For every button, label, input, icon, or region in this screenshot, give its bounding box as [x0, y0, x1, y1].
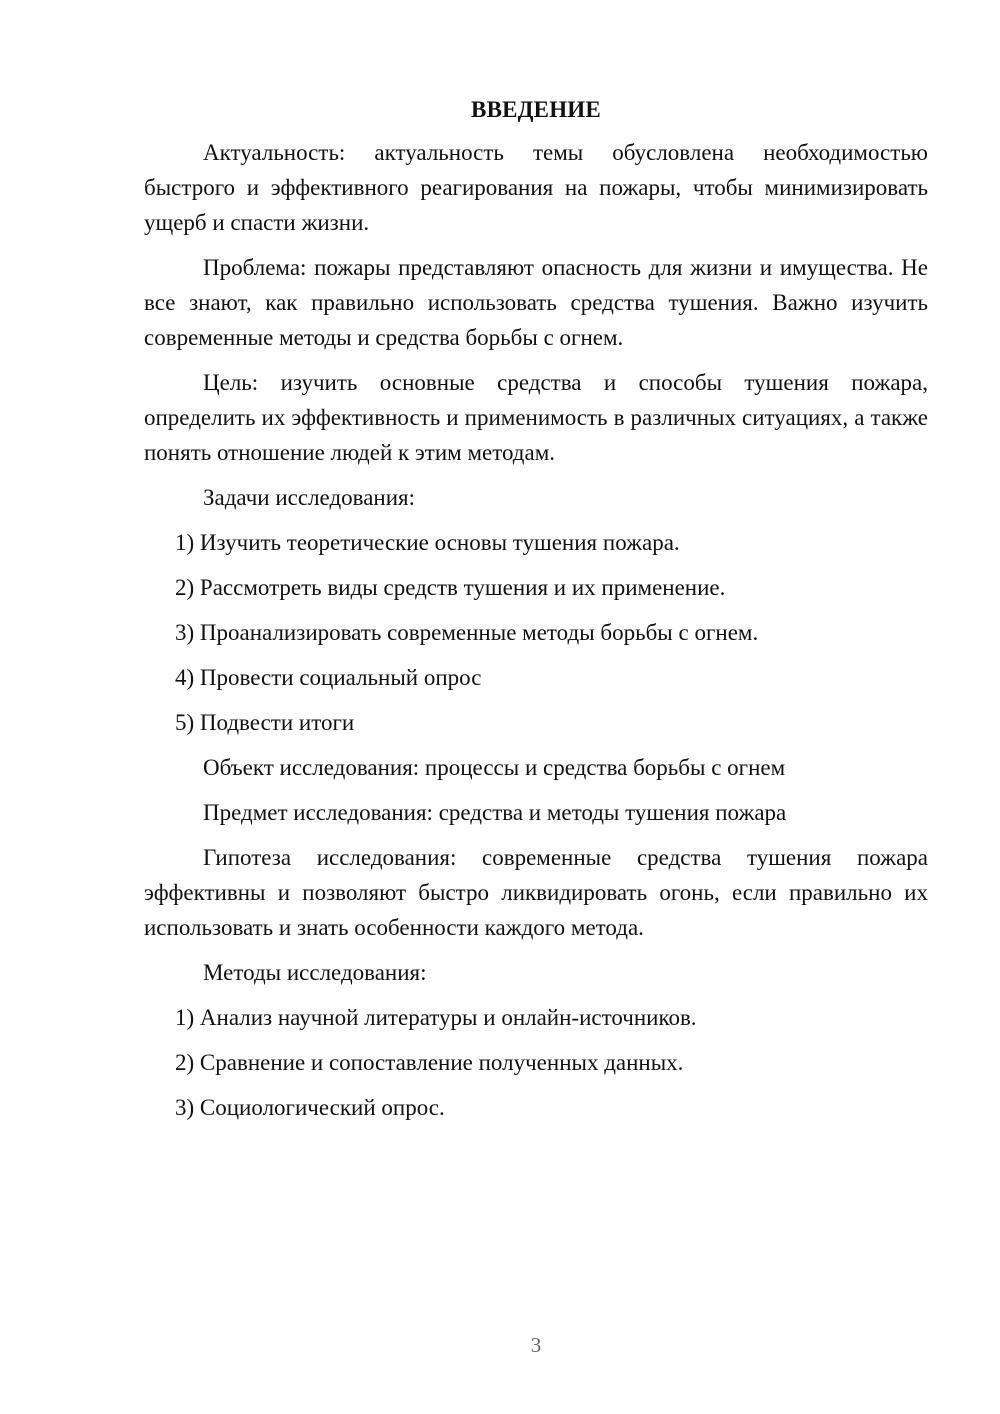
tasks-list-item: 2) Рассмотреть виды средств тушения и их применение.: [175, 575, 726, 600]
methods-list-item: 3) Социологический опрос.: [175, 1095, 445, 1120]
tasks-list-item: 5) Подвести итоги: [175, 710, 355, 735]
document-body: [144, 93, 928, 1135]
research-object: Объект исследования: процессы и средства борьбы с огнем: [203, 755, 786, 780]
methods-list-item: 1) Анализ научной литературы и онлайн-источников.: [175, 1005, 697, 1030]
tasks-list: [144, 525, 928, 740]
problem-paragraph: Проблема: пожары представляют опасность для жизни и имущества. Не все знают, как правильно использовать средства тушения. Важно изучить современные методы и средства борьбы с огнем.: [144, 255, 928, 350]
methods-list: [144, 1000, 928, 1125]
methods-list-item: 2) Сравнение и сопоставление полученных данных.: [175, 1050, 684, 1075]
methods-heading: Методы исследования:: [203, 960, 427, 985]
tasks-list-item: 3) Проанализировать современные методы борьбы с огнем.: [175, 620, 759, 645]
goal-paragraph: Цель: изучить основные средства и способы тушения пожара, определить их эффективность и применимость в различных ситуациях, а также понять отношение людей к этим методам.: [144, 370, 928, 465]
tasks-heading: Задачи исследования:: [203, 485, 416, 510]
hypothesis-paragraph: Гипотеза исследования: современные средства тушения пожара эффективны и позволяют быстро ликвидировать огонь, если правильно их использовать и знать особенности каждого метода.: [144, 845, 928, 940]
tasks-list-item: 4) Провести социальный опрос: [175, 665, 482, 690]
tasks-list-item: 1) Изучить теоретические основы тушения пожара.: [175, 530, 680, 555]
research-subject: Предмет исследования: средства и методы тушения пожара: [203, 800, 787, 825]
page-number: 3: [530, 1333, 542, 1357]
section-title: ВВЕДЕНИЕ: [471, 97, 601, 122]
relevance-paragraph: Актуальность: актуальность темы обусловлена необходимостью быстрого и эффективного реагирования на пожары, чтобы минимизировать ущерб и спасти жизни.: [144, 140, 928, 235]
